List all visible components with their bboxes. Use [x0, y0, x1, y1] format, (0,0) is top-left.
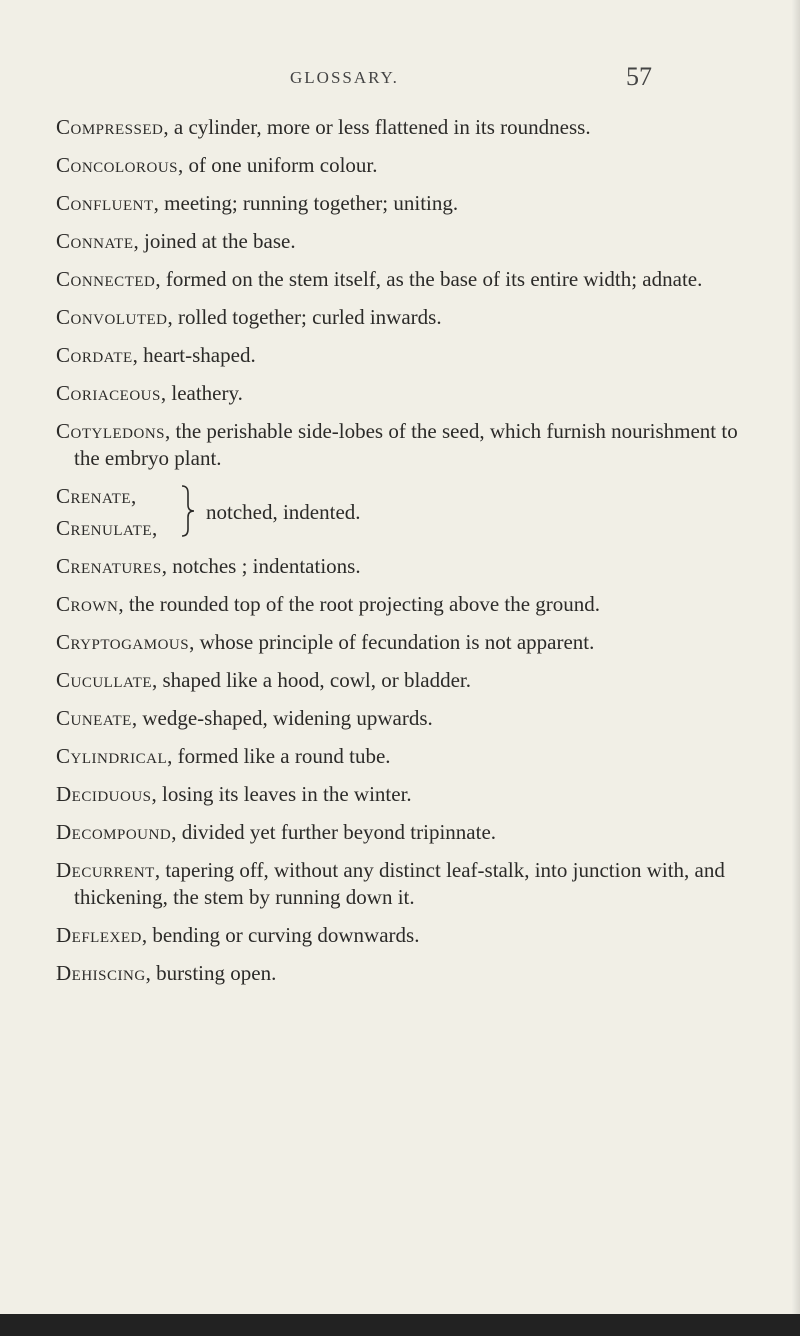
running-title: GLOSSARY.	[290, 68, 399, 87]
glossary-definition: , notches ; indentations.	[161, 554, 361, 578]
glossary-term: Crenate,	[56, 484, 137, 508]
glossary-entry	[56, 266, 756, 293]
glossary-entry	[56, 705, 756, 732]
glossary-term: Cylindrical	[56, 744, 168, 768]
brace-icon	[180, 485, 196, 537]
glossary-entry	[56, 781, 756, 808]
glossary-term: Decurrent	[56, 858, 155, 882]
glossary-term: Cordate	[56, 343, 133, 367]
glossary-term: Connected	[56, 267, 156, 291]
glossary-term: Crenulate,	[56, 516, 158, 540]
glossary-entry	[56, 922, 756, 949]
glossary-term: Cucullate	[56, 668, 152, 692]
glossary-term: Cuneate	[56, 706, 132, 730]
glossary-term: Crenatures	[56, 554, 162, 578]
glossary-definition: , leathery.	[160, 381, 243, 405]
glossary-definition: , rolled together; curled inwards.	[167, 305, 442, 329]
glossary-term: Deciduous	[56, 782, 152, 806]
glossary-definition: , the perishable side-lobes of the seed, which furnish nourishment to the embryo plant.	[74, 419, 738, 470]
glossary-entry	[56, 629, 756, 656]
glossary-definition: , meeting; running together; uniting.	[153, 191, 459, 215]
glossary-definition: , the rounded top of the root projecting above the ground.	[118, 592, 601, 616]
glossary-definition: , joined at the base.	[133, 229, 296, 253]
glossary-entries	[56, 114, 756, 998]
glossary-entry	[56, 553, 756, 580]
glossary-term: Crown	[56, 592, 119, 616]
glossary-entry	[56, 304, 756, 331]
glossary-definition: , divided yet further beyond tripinnate.	[171, 820, 497, 844]
glossary-entry	[56, 591, 756, 618]
glossary-term: Cotyledons	[56, 419, 165, 443]
glossary-entry	[56, 342, 756, 369]
glossary-entry	[56, 819, 756, 846]
glossary-definition: , bursting open.	[145, 961, 277, 985]
glossary-definition: notched, indented.	[206, 500, 361, 524]
glossary-term: Compressed	[56, 115, 164, 139]
page-number: 57	[626, 62, 652, 91]
glossary-entry	[56, 857, 756, 911]
glossary-term: Coriaceous	[56, 381, 161, 405]
glossary-definition: , shaped like a hood, cowl, or bladder.	[152, 668, 471, 692]
glossary-term: Cryptogamous	[56, 630, 190, 654]
glossary-definition: , heart-shaped.	[132, 343, 256, 367]
glossary-entry	[56, 667, 756, 694]
glossary-definition: , wedge-shaped, widening upwards.	[131, 706, 433, 730]
glossary-term: Connate	[56, 229, 134, 253]
glossary-term: Deflexed	[56, 923, 142, 947]
glossary-definition: , a cylinder, more or less flattened in its roundness.	[163, 115, 591, 139]
glossary-entry	[56, 190, 756, 217]
glossary-definition: , formed on the stem itself, as the base of its entire width; adnate.	[155, 267, 703, 291]
glossary-term: Convoluted	[56, 305, 168, 329]
glossary-entry	[56, 380, 756, 407]
page-header	[0, 62, 800, 92]
glossary-definition: , whose principle of fecundation is not apparent.	[189, 630, 595, 654]
glossary-entry	[56, 114, 756, 141]
glossary-entry	[56, 960, 756, 987]
glossary-entry	[56, 743, 756, 770]
glossary-entry	[56, 418, 756, 472]
page-edge-shadow	[792, 0, 800, 1336]
glossary-entry-crenate-crenulate	[56, 483, 756, 543]
glossary-entry	[56, 228, 756, 255]
glossary-term: Dehiscing	[56, 961, 146, 985]
glossary-term: Decompound	[56, 820, 172, 844]
glossary-definition: , tapering off, without any distinct leaf-stalk, into junction with, and thickening, the stem by running down it.	[74, 858, 725, 909]
glossary-definition: , losing its leaves in the winter.	[151, 782, 412, 806]
glossary-entry	[56, 152, 756, 179]
scan-bottom-edge	[0, 1314, 800, 1336]
glossary-term: Confluent	[56, 191, 154, 215]
glossary-definition: , bending or curving downwards.	[141, 923, 420, 947]
glossary-term: Concolorous	[56, 153, 179, 177]
glossary-definition: , formed like a round tube.	[167, 744, 391, 768]
glossary-definition: , of one uniform colour.	[178, 153, 378, 177]
